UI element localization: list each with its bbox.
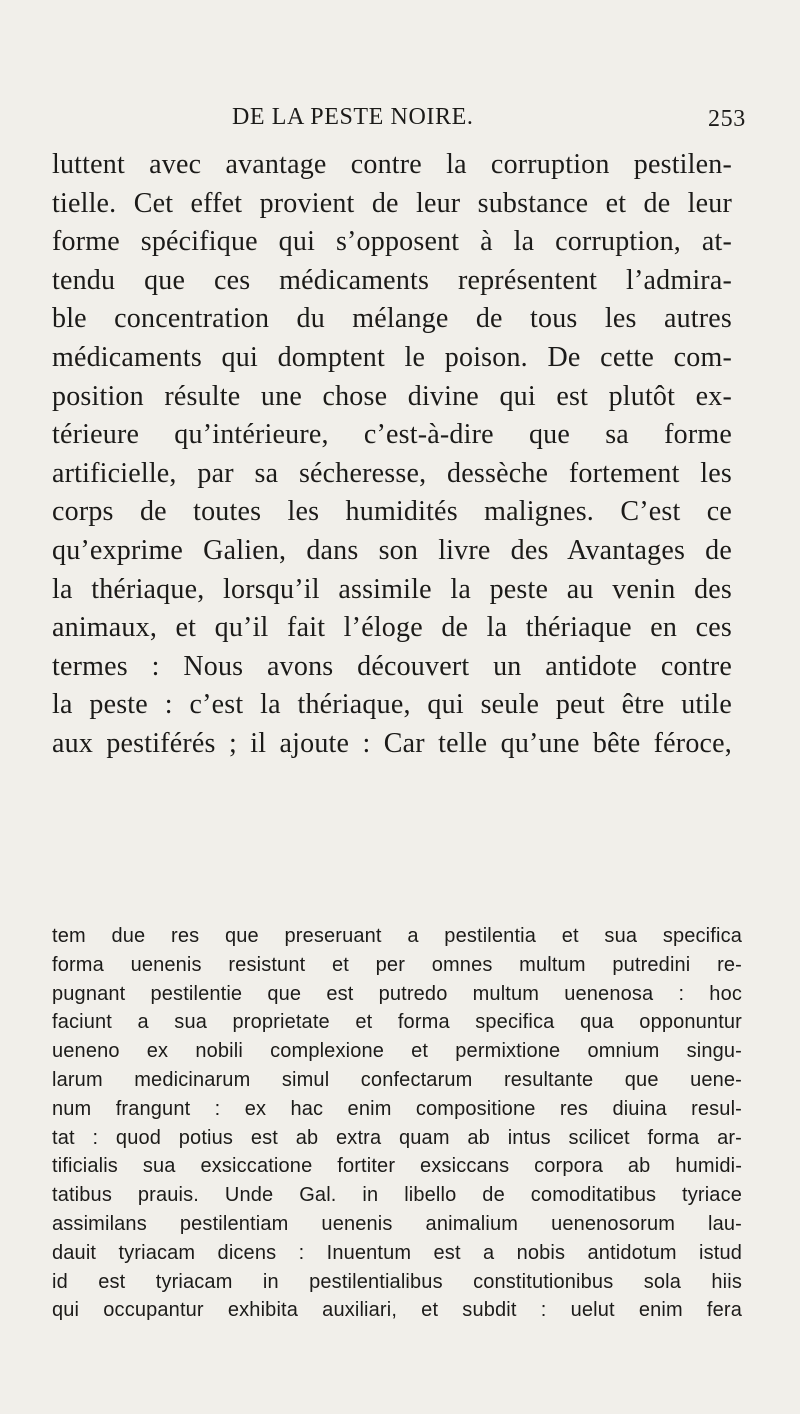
- french-text-line: qu’exprime Galien, dans son livre des Avantages de: [52, 534, 732, 566]
- latin-text-line: dauit tyriacam dicens : Inuentum est a nobis antidotum istud: [52, 1241, 742, 1264]
- latin-text-line: tificialis sua exsiccatione fortiter exsiccans corpora ab humidi-: [52, 1155, 742, 1178]
- french-text-line: médicaments qui domptent le poison. De cette com-: [52, 341, 732, 373]
- french-text-line: tielle. Cet effet provient de leur substance et de leur: [52, 187, 732, 219]
- french-text-block: [52, 146, 732, 764]
- french-text-line: térieure qu’intérieure, c’est-à-dire que sa forme: [52, 419, 732, 451]
- latin-text-line: assimilans pestilentiam uenenis animalium uenenosorum lau-: [52, 1212, 742, 1235]
- page-number: 253: [708, 106, 746, 132]
- french-text-line: animaux, et qu’il fait l’éloge de la thériaque en ces: [52, 612, 732, 644]
- latin-text-line: forma uenenis resistunt et per omnes multum putredini re-: [52, 953, 742, 976]
- french-text-line: luttent avec avantage contre la corruption pestilen-: [52, 149, 732, 180]
- running-title: DE LA PESTE NOIRE.: [232, 104, 474, 130]
- french-text-line: artificielle, par sa sécheresse, dessèche fortement les: [52, 457, 732, 489]
- latin-text-line: id est tyriacam in pestilentialibus constitutionibus sola hiis: [52, 1270, 742, 1293]
- french-text-line: tendu que ces médicaments représentent l’admira-: [52, 264, 732, 296]
- latin-text-line: pugnant pestilentie que est putredo multum uenenosa : hoc: [52, 982, 742, 1005]
- latin-text-line: faciunt a sua proprietate et forma specifica qua opponuntur: [52, 1011, 742, 1034]
- latin-text-line: qui occupantur exhibita auxiliari, et subdit : uelut enim fera: [52, 1299, 742, 1322]
- latin-text-line: tat : quod potius est ab extra quam ab intus scilicet forma ar-: [52, 1126, 742, 1149]
- latin-text-line: ueneno ex nobili complexione et permixtione omnium singu-: [52, 1040, 742, 1063]
- french-text-line: forme spécifique qui s’opposent à la corruption, at-: [52, 226, 732, 258]
- french-text-line: la thériaque, lorsqu’il assimile la peste au venin des: [52, 573, 732, 605]
- latin-text-line: larum medicinarum simul confectarum resultante que uene-: [52, 1068, 742, 1091]
- french-text-line: corps de toutes les humidités malignes. C’est ce: [52, 496, 732, 528]
- french-text-line: la peste : c’est la thériaque, qui seule peut être utile: [52, 689, 732, 721]
- latin-text-line: tatibus prauis. Unde Gal. in libello de comoditatibus tyriace: [52, 1184, 742, 1207]
- french-text-line: position résulte une chose divine qui est plutôt ex-: [52, 380, 732, 412]
- french-text-line: ble concentration du mélange de tous les autres: [52, 303, 732, 335]
- latin-text-line: tem due res que preseruant a pestilentia et sua specifica: [52, 925, 742, 947]
- french-text-line: aux pestiférés ; il ajoute : Car telle qu’une bête féroce,: [52, 727, 732, 759]
- french-text-line: termes : Nous avons découvert un antidote contre: [52, 650, 732, 682]
- latin-text-line: num frangunt : ex hac enim compositione res diuina resul-: [52, 1097, 742, 1120]
- latin-source-text-block: [52, 922, 742, 1325]
